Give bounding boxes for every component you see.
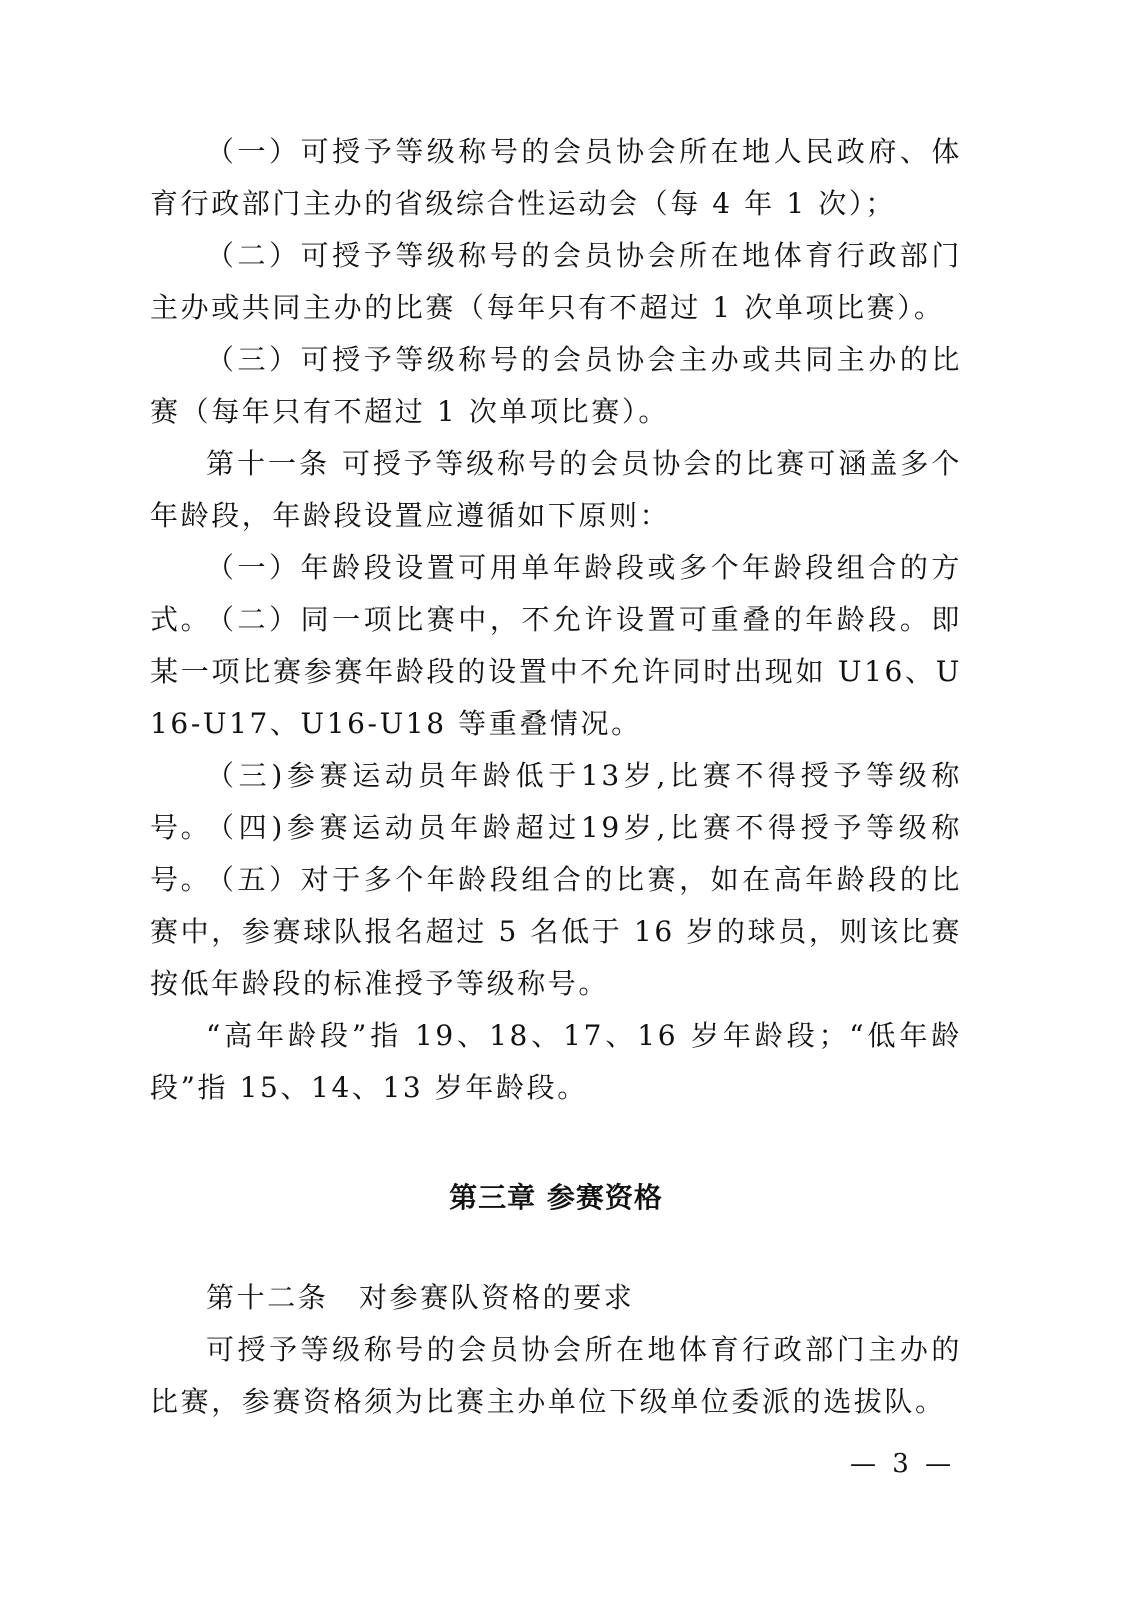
chapter-heading: 第三章 参赛资格 [449,1181,663,1214]
paragraph-age-item-3: （三)参赛运动员年龄低于13岁,比赛不得授予等级称号。 [150,759,962,844]
paragraph-age-item-5: （五）对于多个年龄段组合的比赛，如在高年龄段的比赛中，参赛球队报名超过 5 名低于 16 岁的球员，则该比赛按低年龄段的标准授予等级称号。 [150,863,962,1000]
page-number: — 3 — [850,1449,956,1479]
paragraph-age-item-2: （二）同一项比赛中，不允许设置可重叠的年龄段。即某一项比赛参赛年龄段的设置中不允许同时出现如 U16、U16-U17、U16-U18 等重叠情况。 [150,603,962,740]
paragraph-item-3: （三）可授予等级称号的会员协会主办或共同主办的比赛（每年只有不超过 1 次单项比赛）。 [150,343,962,428]
age-definition-paragraph: “高年龄段”指 19、18、17、16 岁年龄段；“低年龄段”指 15、14、13 岁年龄段。 [150,1019,962,1104]
article-11-paragraph: 第十一条 可授予等级称号的会员协会的比赛可涵盖多个年龄段，年龄段设置应遵循如下原则： [150,447,962,532]
paragraph-item-1: （一）可授予等级称号的会员协会所在地人民政府、体育行政部门主办的省级综合性运动会（每 4 年 1 次）； [150,135,962,220]
paragraph-age-item-4: （四)参赛运动员年龄超过19岁,比赛不得授予等级称号。 [150,811,962,896]
article-12-title: 第十二条 对参赛队资格的要求 [206,1281,635,1314]
paragraph-item-2: （二）可授予等级称号的会员协会所在地体育行政部门主办或共同主办的比赛（每年只有不超过 1 次单项比赛）。 [150,239,962,324]
paragraph-age-item-1: （一）年龄段设置可用单年龄段或多个年龄段组合的方式。 [150,551,962,636]
article-12-body: 可授予等级称号的会员协会所在地体育行政部门主办的比赛，参赛资格须为比赛主办单位下级单位委派的选拔队。 [150,1333,962,1418]
